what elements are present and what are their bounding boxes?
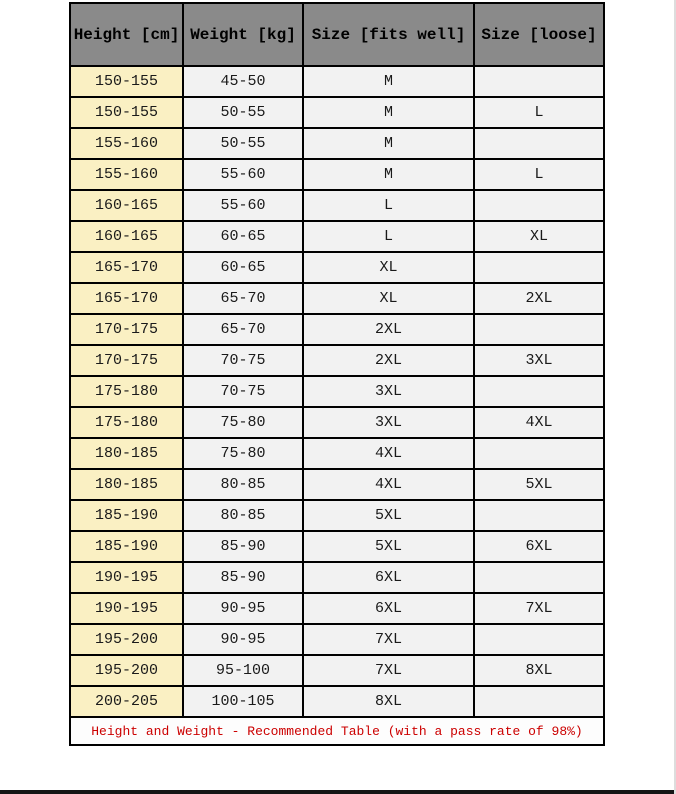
column-header-height: Height [cm] [70,3,183,66]
loose-size-cell [474,686,604,717]
weight-cell: 100-105 [183,686,303,717]
footer-row [70,717,604,745]
fit-size-cell: 2XL [303,345,474,376]
weight-cell: 95-100 [183,655,303,686]
height-cell: 170-175 [70,314,183,345]
loose-size-cell [474,376,604,407]
fit-size-cell: 3XL [303,376,474,407]
table-row [70,221,604,252]
height-cell: 165-170 [70,252,183,283]
fit-size-cell: XL [303,252,474,283]
weight-cell: 60-65 [183,221,303,252]
height-cell: 195-200 [70,655,183,686]
fit-size-cell: 6XL [303,562,474,593]
fit-size-cell: 4XL [303,438,474,469]
loose-size-cell [474,500,604,531]
weight-cell: 85-90 [183,531,303,562]
height-cell: 190-195 [70,593,183,624]
fit-size-cell: 8XL [303,686,474,717]
fit-size-cell: 7XL [303,624,474,655]
table-row [70,376,604,407]
fit-size-cell: M [303,159,474,190]
table-row [70,345,604,376]
weight-cell: 45-50 [183,66,303,97]
loose-size-cell: 8XL [474,655,604,686]
loose-size-cell: 4XL [474,407,604,438]
loose-size-cell [474,314,604,345]
weight-cell: 80-85 [183,500,303,531]
fit-size-cell: 5XL [303,500,474,531]
height-cell: 155-160 [70,128,183,159]
height-cell: 175-180 [70,407,183,438]
table-row [70,686,604,717]
fit-size-cell: 3XL [303,407,474,438]
table-row [70,624,604,655]
loose-size-cell [474,624,604,655]
table-row [70,283,604,314]
weight-cell: 65-70 [183,283,303,314]
weight-cell: 70-75 [183,345,303,376]
weight-cell: 50-55 [183,97,303,128]
loose-size-cell: 2XL [474,283,604,314]
fit-size-cell: M [303,66,474,97]
column-header-size-loose: Size [loose] [474,3,604,66]
table-row [70,252,604,283]
loose-size-cell: L [474,97,604,128]
fit-size-cell: L [303,221,474,252]
table-row [70,655,604,686]
height-cell: 185-190 [70,500,183,531]
fit-size-cell: 2XL [303,314,474,345]
table-row [70,159,604,190]
height-cell: 180-185 [70,438,183,469]
loose-size-cell: 5XL [474,469,604,500]
weight-cell: 80-85 [183,469,303,500]
header-row [70,3,604,66]
height-cell: 190-195 [70,562,183,593]
table-row [70,66,604,97]
height-cell: 150-155 [70,97,183,128]
table-row [70,407,604,438]
height-cell: 180-185 [70,469,183,500]
height-cell: 165-170 [70,283,183,314]
table-row [70,500,604,531]
fit-size-cell: 5XL [303,531,474,562]
table-caption: Height and Weight - Recommended Table (with a pass rate of 98%) [70,717,604,745]
height-cell: 185-190 [70,531,183,562]
fit-size-cell: L [303,190,474,221]
table-row [70,593,604,624]
bottom-border-line [0,790,676,794]
weight-cell: 65-70 [183,314,303,345]
fit-size-cell: XL [303,283,474,314]
fit-size-cell: 7XL [303,655,474,686]
height-cell: 175-180 [70,376,183,407]
weight-cell: 50-55 [183,128,303,159]
loose-size-cell [474,438,604,469]
weight-cell: 60-65 [183,252,303,283]
table-row [70,190,604,221]
loose-size-cell: 7XL [474,593,604,624]
table-row [70,531,604,562]
weight-cell: 75-80 [183,438,303,469]
weight-cell: 55-60 [183,159,303,190]
loose-size-cell: XL [474,221,604,252]
fit-size-cell: 6XL [303,593,474,624]
loose-size-cell [474,252,604,283]
loose-size-cell: 6XL [474,531,604,562]
table-row [70,562,604,593]
height-cell: 160-165 [70,190,183,221]
loose-size-cell [474,562,604,593]
fit-size-cell: M [303,97,474,128]
table-row [70,438,604,469]
table-body [70,66,604,717]
column-header-weight: Weight [kg] [183,3,303,66]
table-row [70,314,604,345]
height-cell: 200-205 [70,686,183,717]
table-row [70,469,604,500]
weight-cell: 75-80 [183,407,303,438]
loose-size-cell [474,128,604,159]
fit-size-cell: M [303,128,474,159]
weight-cell: 90-95 [183,624,303,655]
column-header-size-fits-well: Size [fits well] [303,3,474,66]
height-cell: 155-160 [70,159,183,190]
loose-size-cell [474,66,604,97]
height-cell: 150-155 [70,66,183,97]
loose-size-cell: 3XL [474,345,604,376]
weight-cell: 90-95 [183,593,303,624]
height-cell: 160-165 [70,221,183,252]
fit-size-cell: 4XL [303,469,474,500]
weight-cell: 55-60 [183,190,303,221]
loose-size-cell [474,190,604,221]
table-row [70,97,604,128]
weight-cell: 70-75 [183,376,303,407]
height-cell: 195-200 [70,624,183,655]
weight-cell: 85-90 [183,562,303,593]
height-cell: 170-175 [70,345,183,376]
loose-size-cell: L [474,159,604,190]
size-chart-table [69,2,605,746]
table-row [70,128,604,159]
